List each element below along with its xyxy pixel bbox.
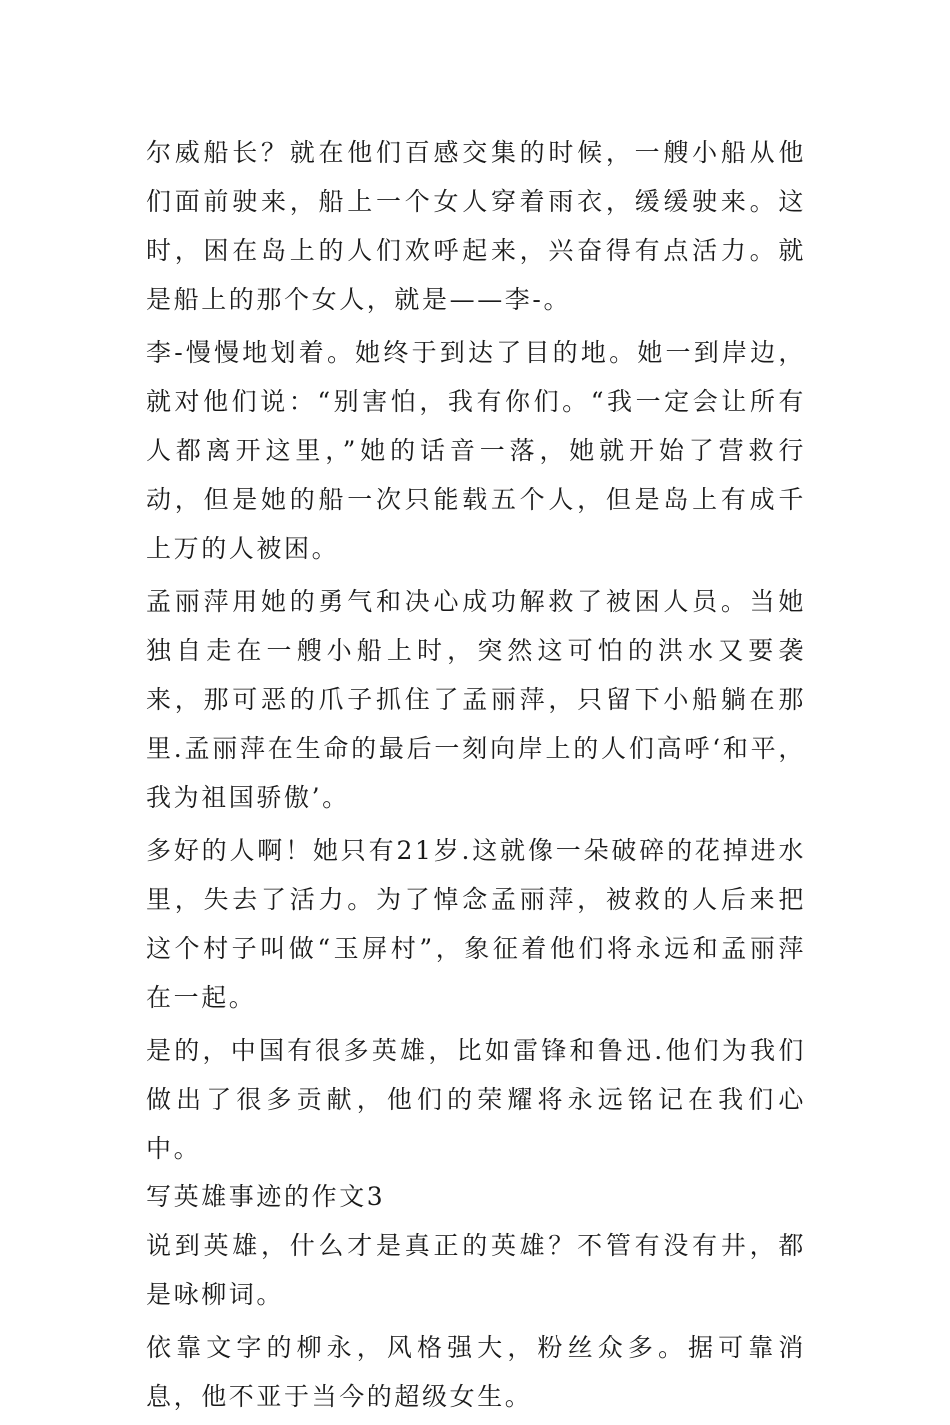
section-heading: 写英雄事迹的作文3: [146, 1182, 386, 1211]
paragraph-5: 是的，中国有很多英雄，比如雷锋和鲁迅.他们为我们做出了很多贡献，他们的荣耀将永远铭记在我们心中。: [146, 1036, 806, 1163]
paragraph-3: 孟丽萍用她的勇气和决心成功解救了被困人员。当她独自走在一艘小船上时，突然这可怕的洪水又要袭来，那可恶的爪子抓住了孟丽萍，只留下小船躺在那里.孟丽萍在生命的最后一刻向岸上的人们高呼‘和平，我为祖国骄傲’。: [146, 587, 806, 812]
paragraph-6: 说到英雄，什么才是真正的英雄？不管有没有井，都是咏柳词。: [146, 1231, 806, 1309]
paragraph-7: 依靠文字的柳永，风格强大，粉丝众多。据可靠消息，他不亚于当今的超级女生。: [146, 1333, 806, 1411]
paragraph-1: 尔威船长？就在他们百感交集的时候，一艘小船从他们面前驶来，船上一个女人穿着雨衣，缓缓驶来。这时，困在岛上的人们欢呼起来，兴奋得有点活力。就是船上的那个女人，就是——李-。: [146, 138, 806, 314]
document-page: [146, 128, 806, 1425]
paragraph-4: 多好的人啊！她只有21岁.这就像一朵破碎的花掉进水里，失去了活力。为了悼念孟丽萍，被救的人后来把这个村子叫做“玉屏村”，象征着他们将永远和孟丽萍在一起。: [146, 836, 806, 1012]
paragraph-2: 李-慢慢地划着。她终于到达了目的地。她一到岸边，就对他们说：“别害怕，我有你们。“我一定会让所有人都离开这里，”她的话音一落，她就开始了营救行动，但是她的船一次只能载五个人，但是岛上有成千上万的人被困。: [146, 338, 806, 563]
